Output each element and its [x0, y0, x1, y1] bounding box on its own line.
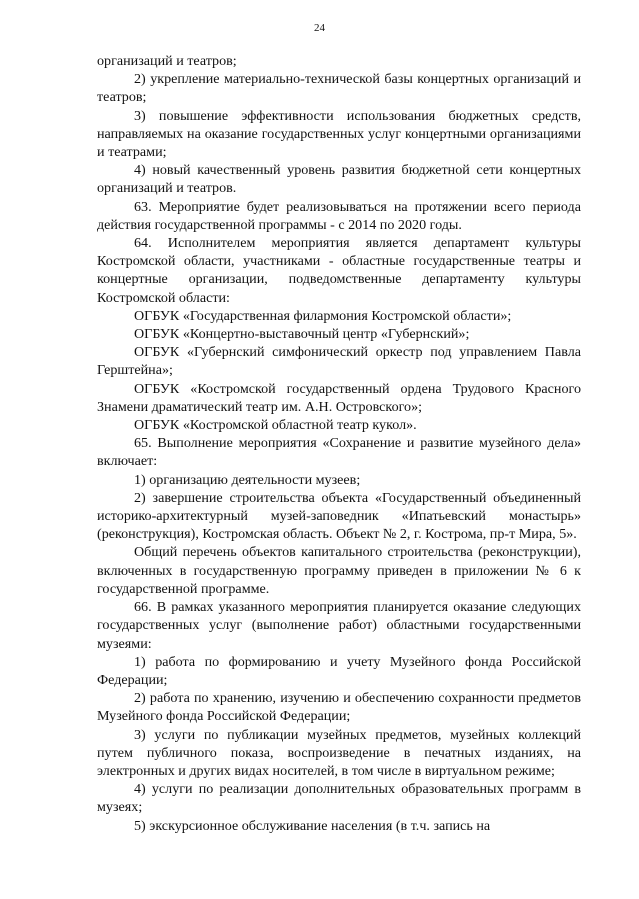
- paragraph: ОГБУК «Костромской государственный ордена Трудового Красного Знамени драматический театр им. А.Н. Островского»;: [97, 380, 581, 415]
- paragraph: 4) новый качественный уровень развития бюджетной сети концертных организаций и театров.: [97, 162, 581, 197]
- paragraph: 64. Исполнителем мероприятия является департамент культуры Костромской области, участниками - областные государственные театры и концертные организации, подведомственные департаменту культуры Костромской области:: [97, 235, 581, 306]
- paragraph: 63. Мероприятие будет реализовываться на протяжении всего периода действия государственной программы - с 2014 по 2020 годы.: [97, 198, 581, 233]
- page-number: 24: [314, 22, 325, 34]
- paragraph: ОГБУК «Костромской областной театр кукол».: [134, 417, 417, 434]
- paragraph: 66. В рамках указанного мероприятия планируется оказание следующих государственных услуг (выполнение работ) областными государственными музеями:: [97, 599, 581, 652]
- paragraph: 2) укрепление материально-технической базы концертных организаций и театров;: [97, 71, 581, 106]
- paragraph: организаций и театров;: [97, 53, 237, 69]
- paragraph: Общий перечень объектов капитального строительства (реконструкции), включенных в государственную программу приведен в приложении № 6 к государственной программе.: [97, 544, 581, 597]
- paragraph: 3) повышение эффективности использования бюджетных средств, направляемых на оказание государственных услуг концертными организациями и театрами;: [97, 107, 581, 161]
- paragraph: ОГБУК «Государственная филармония Костромской области»;: [134, 307, 512, 324]
- paragraph: 1) работа по формированию и учету Музейного фонда Российской Федерации;: [97, 653, 581, 688]
- paragraph: ОГБУК «Губернский симфонический оркестр под управлением Павла Герштейна»;: [97, 344, 581, 379]
- paragraph: 3) услуги по публикации музейных предметов, музейных коллекций путем публичного показа, воспроизведение в печатных изданиях, на электронных и других видах носителей, в том числе в виртуальном режиме;: [97, 726, 581, 779]
- paragraph: 1) организацию деятельности музеев;: [134, 471, 361, 488]
- paragraph: 4) услуги по реализации дополнительных образовательных программ в музеях;: [97, 781, 581, 816]
- paragraph: 5) экскурсионное обслуживание населения (в т.ч. запись на: [134, 817, 491, 834]
- paragraph: 2) завершение строительства объекта «Государственный объединенный историко-архитектурный музей-заповедник «Ипатьевский монастырь» (реконструкция), Костромская область. Объект № 2, г. Кострома, пр-т Мира, 5».: [97, 489, 581, 543]
- paragraph: 65. Выполнение мероприятия «Сохранение и развитие музейного дела» включает:: [97, 435, 581, 470]
- paragraph: ОГБУК «Концертно-выставочный центр «Губернский»;: [134, 326, 470, 343]
- paragraph: 2) работа по хранению, изучению и обеспечению сохранности предметов Музейного фонда Российской Федерации;: [97, 690, 581, 725]
- document-body: [97, 52, 581, 835]
